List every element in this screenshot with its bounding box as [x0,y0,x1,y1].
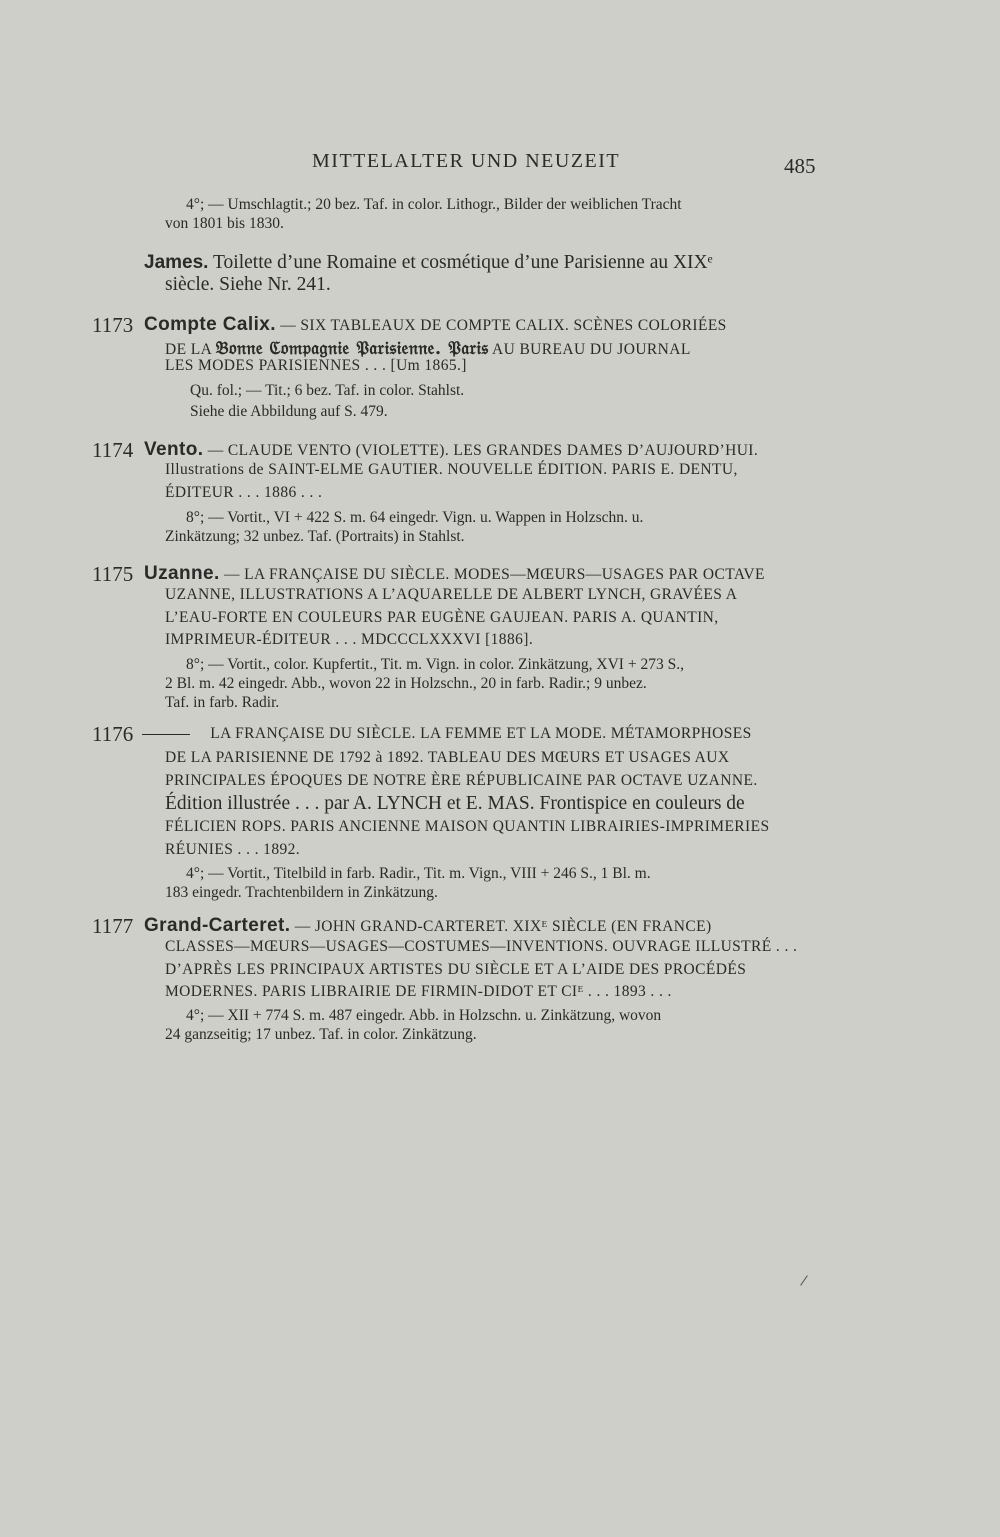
note-line: 8°; — Vortit., color. Kupfertit., Tit. m. Vign. in color. Zinkätzung, XVI + 273 S., [186,656,684,673]
entry-title-line: DE LA 𝔅𝔬𝔫𝔫𝔢 ℭ𝔬𝔪𝔭𝔞𝔤𝔫𝔦𝔢 𝔓𝔞𝔯𝔦𝔰𝔦𝔢𝔫𝔫𝔢. 𝔓𝔞𝔯𝔦𝔰 AU BUREAU DU JOURNAL [165,338,691,359]
entry-name: Compte Calix. [144,314,276,335]
entry-title-line: Édition illustrée . . . par A. LYNCH et E. MAS. Frontispice en couleurs de [165,793,745,814]
entry-title-line: LES MODES PARISIENNES . . . [Um 1865.] [165,357,467,374]
note-line: 4°; — Vortit., Titelbild in farb. Radir., Tit. m. Vign., VIII + 246 S., 1 Bl. m. [186,865,651,882]
entry-title-line: — SIX TABLEAUX DE COMPTE CALIX. SCÈNES COLORIÉES [280,317,727,334]
entry-title-line: Illustrations de SAINT-ELME GAUTIER. NOUVELLE ÉDITION. PARIS E. DENTU, [165,461,738,478]
running-title: MITTELALTER UND NEUZEIT [312,150,621,172]
entry-title-line: DE LA PARISIENNE DE 1792 à 1892. TABLEAU DES MŒURS ET USAGES AUX [165,749,730,766]
note-line: 4°; — Umschlagtit.; 20 bez. Taf. in color. Lithogr., Bilder der weiblichen Tracht [186,196,682,213]
entry-title-line: PRINCIPALES ÉPOQUES DE NOTRE ÈRE RÉPUBLICAINE PAR OCTAVE UZANNE. [165,772,758,789]
entry-title-line: — CLAUDE VENTO (VIOLETTE). LES GRANDES DAMES D’AUJOURD’HUI. [207,442,759,459]
note-line: Zinkätzung; 32 unbez. Taf. (Portraits) in Stahlst. [165,528,465,545]
entry-title-line: CLASSES—MŒURS—USAGES—COSTUMES—INVENTIONS. OUVRAGE ILLUSTRÉ . . . [165,938,798,955]
note-line: 183 eingedr. Trachtenbildern in Zinkätzung. [165,884,438,901]
note-line: Qu. fol.; — Tit.; 6 bez. Taf. in color. Stahlst. [190,382,465,399]
note-line: 2 Bl. m. 42 eingedr. Abb., wovon 22 in Holzschn., 20 in farb. Radir.; 9 unbez. [165,675,647,692]
note-line: 4°; — XII + 774 S. m. 487 eingedr. Abb. in Holzschn. u. Zinkätzung, wovon [186,1007,662,1024]
entry-title-line: MODERNES. PARIS LIBRAIRIE DE FIRMIN-DIDOT ET CIᴱ . . . 1893 . . . [165,983,672,1000]
note-line: 24 ganzseitig; 17 unbez. Taf. in color. Zinkätzung. [165,1026,477,1043]
running-head [0,150,1000,180]
fraktur-title: 𝔅𝔬𝔫𝔫𝔢 ℭ𝔬𝔪𝔭𝔞𝔤𝔫𝔦𝔢 𝔓𝔞𝔯𝔦𝔰𝔦𝔢𝔫𝔫𝔢. 𝔓𝔞𝔯𝔦𝔰 [215,338,489,359]
entry-title-line: Toilette d’une Romaine et cosmétique d’une Parisienne au XIXᵉ [212,252,713,273]
entry-number: 1175 [92,562,134,586]
entry-number: 1173 [92,313,134,337]
pencil-mark [800,1275,808,1285]
entry-title-line: — LA FRANÇAISE DU SIÈCLE. MODES—MŒURS—USAGES PAR OCTAVE [223,566,765,583]
entry-title-line: UZANNE, ILLUSTRATIONS A L’AQUARELLE DE ALBERT LYNCH, GRAVÉES A [165,586,738,603]
entry-title-line: siècle. Siehe Nr. 241. [165,274,331,295]
entry-title-line: FÉLICIEN ROPS. PARIS ANCIENNE MAISON QUANTIN LIBRAIRIES-IMPRIMERIES [165,818,770,835]
entry-title-line: L’EAU-FORTE EN COULEURS PAR EUGÈNE GAUJEAN. PARIS A. QUANTIN, [165,609,719,626]
entry-title-line: RÉUNIES . . . 1892. [165,841,301,858]
note-line: von 1801 bis 1830. [165,215,284,232]
note-line: 8°; — Vortit., VI + 422 S. m. 64 eingedr. Vign. u. Wappen in Holzschn. u. [186,509,644,526]
entry-title-line: D’APRÈS LES PRINCIPAUX ARTISTES DU SIÈCLE ET A L’AIDE DES PROCÉDÉS [165,961,747,978]
entry-title-line: IMPRIMEUR-ÉDITEUR . . . MDCCCLXXXVI [1886]. [165,631,534,648]
ditto-rule [142,734,190,735]
entry-title-line: ÉDITEUR . . . 1886 . . . [165,484,323,501]
entry-name: Vento. [144,439,204,460]
page-number: 485 [784,154,816,178]
note-line: Taf. in farb. Radir. [165,694,280,711]
entry-title-line: — JOHN GRAND-CARTERET. XIXᴱ SIÈCLE (EN FRANCE) [294,918,712,935]
entry-name: Grand-Carteret. [144,915,291,936]
entry-number: 1174 [92,438,134,462]
entry-name: Uzanne. [144,563,220,584]
entry-name: James. [144,252,209,273]
entry-number: 1177 [92,914,134,938]
note-line: Siehe die Abbildung auf S. 479. [190,403,388,420]
entry-number: 1176 [92,722,134,746]
entry-title-line: LA FRANÇAISE DU SIÈCLE. LA FEMME ET LA MODE. MÉTAMORPHOSES [210,725,752,742]
